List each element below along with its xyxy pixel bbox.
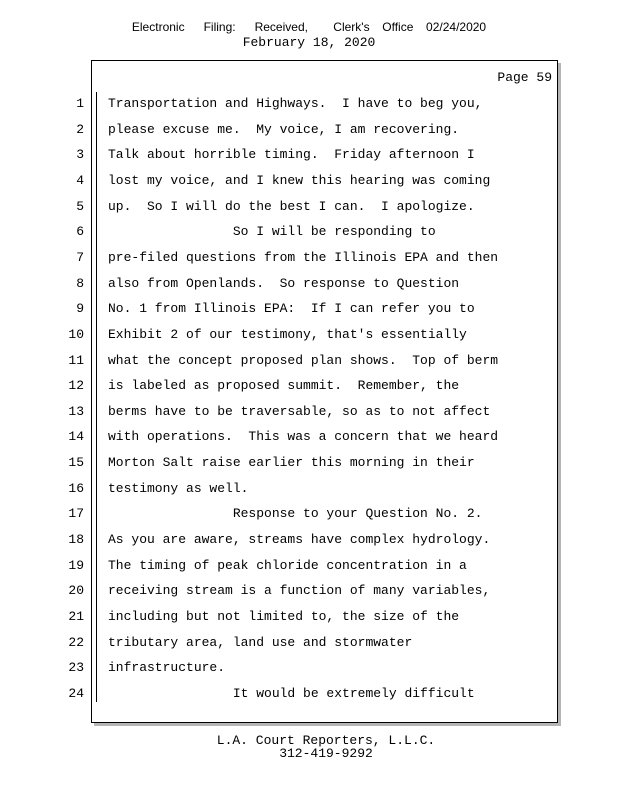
line-number: 15	[68, 455, 84, 470]
transcript-line: Transportation and Highways. I have to beg you,	[108, 96, 483, 111]
transcript-line: also from Openlands. So response to Question	[108, 276, 460, 291]
transcript-line: infrastructure.	[108, 660, 226, 675]
line-number: 13	[68, 404, 84, 419]
hearing-date: February 18, 2020	[242, 35, 376, 50]
line-number: 20	[68, 583, 84, 598]
transcript-line: Talk about horrible timing. Friday afternoon I	[108, 147, 475, 162]
court-reporter-phone: 312-419-9292	[279, 746, 373, 761]
line-number: 10	[68, 327, 84, 342]
line-number: 19	[68, 558, 84, 573]
line-number: 1	[76, 96, 84, 111]
transcript-line: Response to your Question No. 2.	[108, 506, 483, 521]
court-reporter-name: L.A. Court Reporters, L.L.C.	[216, 733, 436, 748]
line-number: 5	[76, 199, 84, 214]
transcript-line: As you are aware, streams have complex hydrology.	[108, 532, 491, 547]
transcript-line: up. So I will do the best I can. I apologize.	[108, 199, 475, 214]
transcript-line: testimony as well.	[108, 481, 249, 496]
transcript-line: lost my voice, and I knew this hearing was coming	[108, 173, 491, 188]
line-number: 8	[76, 276, 84, 291]
electronic-filing-stamp: Electronic Filing: Received, Clerk's Office 02/24/2020	[131, 20, 487, 34]
transcript-line: So I will be responding to	[108, 224, 436, 239]
line-number: 22	[68, 635, 84, 650]
transcript-line: is labeled as proposed summit. Remember, the	[108, 378, 460, 393]
transcript-line: berms have to be traversable, so as to not affect	[108, 404, 491, 419]
transcript-line: Morton Salt raise earlier this morning in their	[108, 455, 475, 470]
line-number: 6	[76, 224, 84, 239]
line-number: 11	[68, 353, 84, 368]
line-number: 24	[68, 686, 84, 701]
line-number: 7	[76, 250, 84, 265]
line-number: 2	[76, 122, 84, 137]
page-number: Page 59	[497, 70, 552, 85]
transcript-line: The timing of peak chloride concentration in a	[108, 558, 467, 573]
line-number: 16	[68, 481, 84, 496]
transcript-line: tributary area, land use and stormwater	[108, 635, 413, 650]
line-number: 18	[68, 532, 84, 547]
transcript-line: including but not limited to, the size of the	[108, 609, 460, 624]
line-number: 4	[76, 173, 84, 188]
line-number: 3	[76, 147, 84, 162]
transcript-line: receiving stream is a function of many variables,	[108, 583, 491, 598]
transcript-line: what the concept proposed plan shows. Top of berm	[108, 353, 499, 368]
line-number: 12	[68, 378, 84, 393]
transcript-line: It would be extremely difficult	[108, 686, 475, 701]
transcript-line: with operations. This was a concern that we heard	[108, 429, 499, 444]
transcript-line: pre-filed questions from the Illinois EPA and then	[108, 250, 499, 265]
line-number: 14	[68, 429, 84, 444]
margin-rule	[96, 92, 97, 702]
transcript-line: please excuse me. My voice, I am recovering.	[108, 122, 460, 137]
line-number: 23	[68, 660, 84, 675]
line-number: 17	[68, 506, 84, 521]
line-number: 21	[68, 609, 84, 624]
transcript-line: Exhibit 2 of our testimony, that's essentially	[108, 327, 467, 342]
transcript-line: No. 1 from Illinois EPA: If I can refer you to	[108, 301, 475, 316]
line-number: 9	[76, 301, 84, 316]
